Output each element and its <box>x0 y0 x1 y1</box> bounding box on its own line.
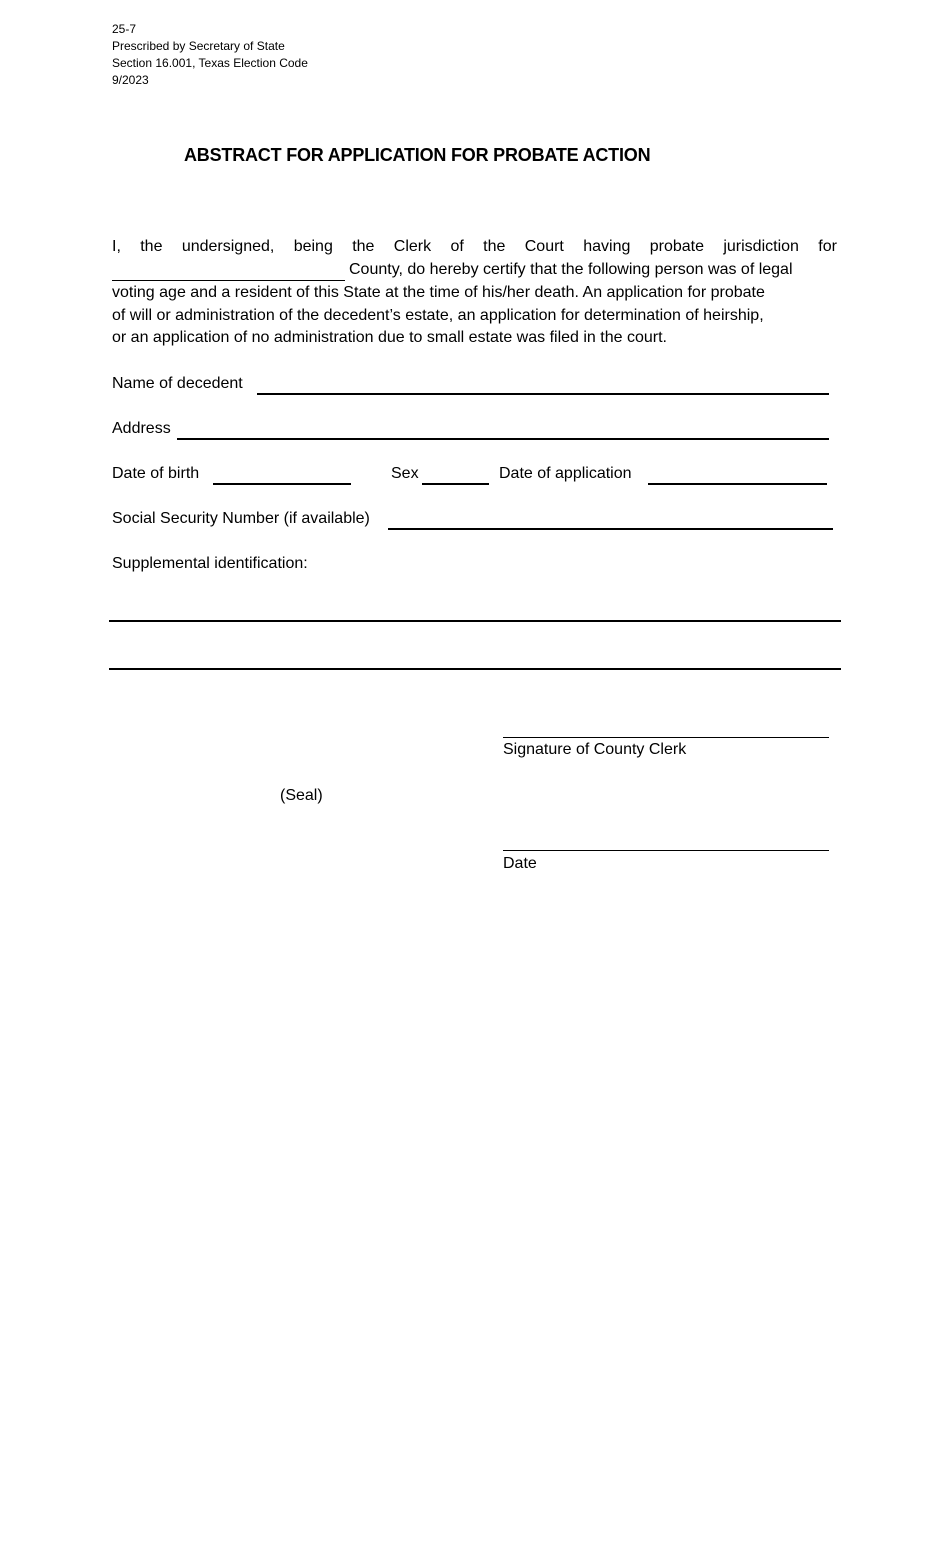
word: the <box>483 238 506 255</box>
supplemental-line-1-input[interactable] <box>109 602 841 622</box>
word: I, <box>112 238 121 255</box>
word: jurisdiction <box>723 238 799 255</box>
date-of-birth-input[interactable] <box>213 465 351 485</box>
certification-line-5: or an application of no administration due to small estate was filed in the court. <box>112 329 667 346</box>
signature-date-label: Date <box>503 855 537 872</box>
ssn-label: Social Security Number (if available) <box>112 510 370 527</box>
date-of-application-label: Date of application <box>499 465 632 482</box>
county-input[interactable] <box>112 261 345 281</box>
word: of <box>450 238 464 255</box>
word: for <box>818 238 837 255</box>
name-of-decedent-input[interactable] <box>257 375 829 395</box>
word: being <box>293 238 333 255</box>
date-of-application-input[interactable] <box>648 465 827 485</box>
clerk-signature-input[interactable] <box>503 718 829 738</box>
certification-line-3: voting age and a resident of this State at the time of his/her death. An application for probate <box>112 284 765 301</box>
word: probate <box>649 238 704 255</box>
word: Clerk <box>393 238 432 255</box>
ssn-input[interactable] <box>388 510 833 530</box>
word: having <box>583 238 631 255</box>
address-input[interactable] <box>177 420 829 440</box>
word: the <box>140 238 163 255</box>
supplemental-identification-label: Supplemental identification: <box>112 555 308 572</box>
word: Court <box>524 238 564 255</box>
sex-input[interactable] <box>422 465 489 485</box>
form-number: 25-7 <box>112 22 137 36</box>
code-section: Section 16.001, Texas Election Code <box>112 56 308 70</box>
word: undersigned, <box>181 238 275 255</box>
certification-line-4: of will or administration of the decedent’s estate, an application for determination of heirship, <box>112 307 764 324</box>
certification-line-2: County, do hereby certify that the following person was of legal <box>349 261 793 278</box>
prescribed-by: Prescribed by Secretary of State <box>112 39 285 53</box>
address-label: Address <box>112 420 171 437</box>
certification-line-1 <box>112 238 837 256</box>
clerk-signature-label: Signature of County Clerk <box>503 741 687 758</box>
seal-label: (Seal) <box>280 787 323 804</box>
revision-date: 9/2023 <box>112 73 149 87</box>
supplemental-line-2-input[interactable] <box>109 650 841 670</box>
word: the <box>352 238 375 255</box>
page-title: ABSTRACT FOR APPLICATION FOR PROBATE ACTION <box>184 145 651 165</box>
date-of-birth-label: Date of birth <box>112 465 200 482</box>
signature-date-input[interactable] <box>503 831 829 851</box>
name-of-decedent-label: Name of decedent <box>112 375 243 392</box>
sex-label: Sex <box>391 465 419 482</box>
